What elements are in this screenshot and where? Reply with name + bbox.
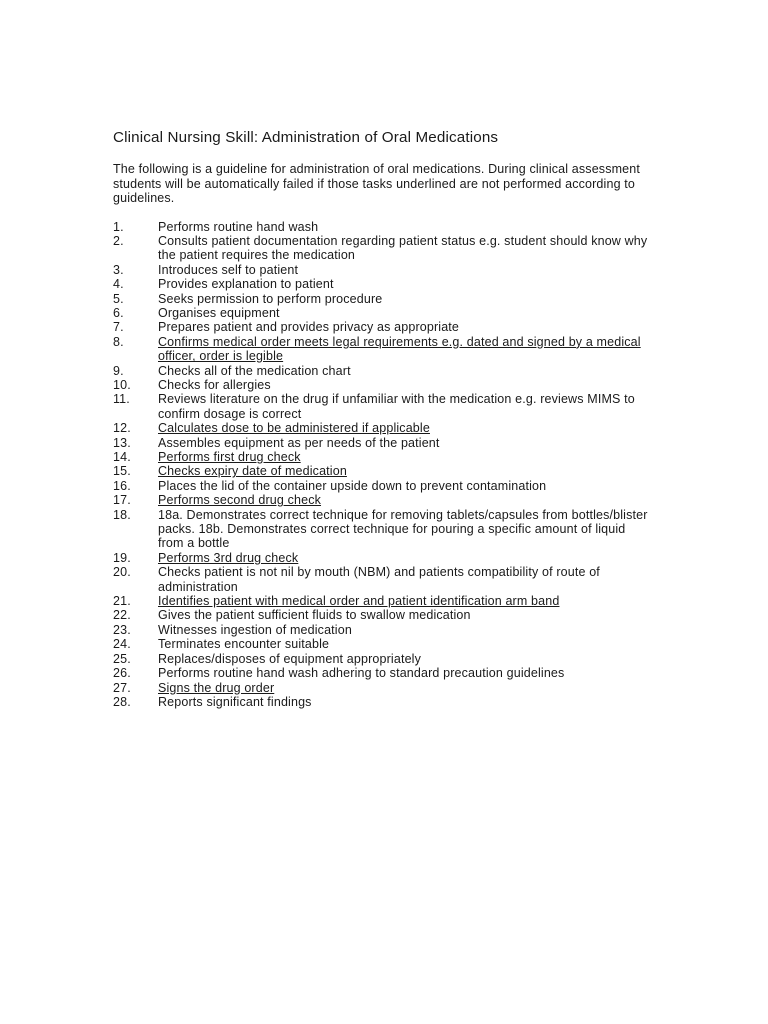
step-number: 23. bbox=[113, 622, 131, 637]
procedure-step bbox=[113, 335, 653, 364]
procedure-step bbox=[113, 681, 653, 695]
step-text: Places the lid of the container upside down to prevent contamination bbox=[158, 478, 547, 493]
procedure-step bbox=[113, 479, 653, 493]
step-text-critical: Confirms medical order meets legal requirements e.g. dated and signed by a medical officer, order is legible bbox=[158, 334, 641, 364]
procedure-step bbox=[113, 234, 653, 263]
step-text-critical: Identifies patient with medical order and patient identification arm band bbox=[158, 594, 560, 609]
step-text: Gives the patient sufficient fluids to swallow medication bbox=[158, 608, 471, 623]
procedure-step bbox=[113, 637, 653, 651]
step-number: 14. bbox=[113, 450, 131, 464]
step-text: Introduces self to patient bbox=[158, 262, 299, 277]
step-text: Consults patient documentation regarding patient status e.g. student should know why the patient requires the medication bbox=[158, 233, 648, 263]
procedure-step bbox=[113, 450, 653, 464]
step-text-critical: Signs the drug order bbox=[158, 680, 275, 695]
step-text-critical: Checks expiry date of medication bbox=[158, 464, 347, 479]
procedure-step bbox=[113, 695, 653, 709]
step-text: Replaces/disposes of equipment appropriately bbox=[158, 651, 422, 666]
step-number: 24. bbox=[113, 637, 131, 652]
procedure-step bbox=[113, 551, 653, 565]
procedure-step bbox=[113, 392, 653, 421]
step-number: 21. bbox=[113, 594, 131, 609]
procedure-step bbox=[113, 378, 653, 392]
procedure-step bbox=[113, 565, 653, 594]
procedure-step bbox=[113, 277, 653, 291]
procedure-step bbox=[113, 594, 653, 608]
step-text: Organises equipment bbox=[158, 305, 280, 320]
step-text-critical: Performs second drug check bbox=[158, 493, 322, 508]
step-number: 25. bbox=[113, 651, 131, 666]
step-text: Checks patient is not nil by mouth (NBM) and patients compatibility of route of administration bbox=[158, 565, 600, 594]
step-number: 27. bbox=[113, 680, 131, 695]
step-text: Checks all of the medication chart bbox=[158, 363, 351, 378]
step-text: Reviews literature on the drug if unfamiliar with the medication e.g. reviews MIMS to confirm dosage is correct bbox=[158, 392, 635, 421]
step-text: Assembles equipment as per needs of the patient bbox=[158, 435, 440, 450]
step-text-critical: Performs 3rd drug check bbox=[158, 550, 299, 565]
step-text: Witnesses ingestion of medication bbox=[158, 622, 352, 637]
step-number: 19. bbox=[113, 550, 131, 565]
step-number: 20. bbox=[113, 565, 131, 580]
step-number: 15. bbox=[113, 464, 131, 479]
procedure-step bbox=[113, 666, 653, 680]
step-number: 2. bbox=[113, 233, 124, 248]
step-text: Performs routine hand wash bbox=[158, 219, 319, 234]
procedure-step bbox=[113, 364, 653, 378]
procedure-step bbox=[113, 652, 653, 666]
step-number: 10. bbox=[113, 377, 131, 392]
step-number: 22. bbox=[113, 608, 131, 623]
procedure-step bbox=[113, 292, 653, 306]
step-number: 1. bbox=[113, 219, 124, 234]
step-text: Checks for allergies bbox=[158, 377, 271, 392]
step-number: 5. bbox=[113, 291, 124, 306]
procedure-step bbox=[113, 608, 653, 622]
document-body bbox=[113, 129, 653, 709]
step-text: Terminates encounter suitable bbox=[158, 637, 330, 652]
step-text: Performs routine hand wash adhering to standard precaution guidelines bbox=[158, 666, 565, 681]
step-number: 12. bbox=[113, 421, 131, 436]
step-text-critical: Performs first drug check bbox=[158, 450, 301, 464]
step-number: 28. bbox=[113, 694, 131, 709]
step-number: 26. bbox=[113, 666, 131, 681]
procedure-step bbox=[113, 320, 653, 334]
step-text-critical: Calculates dose to be administered if applicable bbox=[158, 421, 430, 436]
procedure-steps-list bbox=[113, 220, 653, 710]
step-number: 16. bbox=[113, 478, 131, 493]
document-intro: The following is a guideline for administration of oral medications. During clinical assessment students will be automatically failed if those tasks underlined are not performed according to guidelines. bbox=[113, 162, 640, 205]
step-number: 9. bbox=[113, 363, 124, 378]
procedure-step bbox=[113, 464, 653, 478]
document-title: Clinical Nursing Skill: Administration of Oral Medications bbox=[113, 129, 499, 146]
step-number: 6. bbox=[113, 305, 124, 320]
step-text: Provides explanation to patient bbox=[158, 277, 334, 292]
step-text: Seeks permission to perform procedure bbox=[158, 291, 383, 306]
step-text: 18a. Demonstrates correct technique for removing tablets/capsules from bottles/blister packs. 18b. Demonstrates correct technique for pouring a specific amount of liquid from a bottle bbox=[158, 507, 648, 551]
procedure-step bbox=[113, 421, 653, 435]
step-number: 7. bbox=[113, 320, 124, 335]
step-number: 17. bbox=[113, 493, 131, 508]
step-number: 13. bbox=[113, 435, 131, 450]
step-number: 3. bbox=[113, 262, 124, 277]
step-number: 11. bbox=[113, 392, 130, 407]
procedure-step bbox=[113, 306, 653, 320]
procedure-step bbox=[113, 220, 653, 234]
procedure-step bbox=[113, 436, 653, 450]
procedure-step bbox=[113, 623, 653, 637]
step-text: Reports significant findings bbox=[158, 694, 312, 709]
step-number: 4. bbox=[113, 277, 124, 292]
step-number: 18. bbox=[113, 507, 131, 522]
procedure-step bbox=[113, 508, 653, 551]
step-text: Prepares patient and provides privacy as appropriate bbox=[158, 320, 460, 335]
procedure-step bbox=[113, 263, 653, 277]
step-number: 8. bbox=[113, 334, 124, 349]
procedure-step bbox=[113, 493, 653, 507]
